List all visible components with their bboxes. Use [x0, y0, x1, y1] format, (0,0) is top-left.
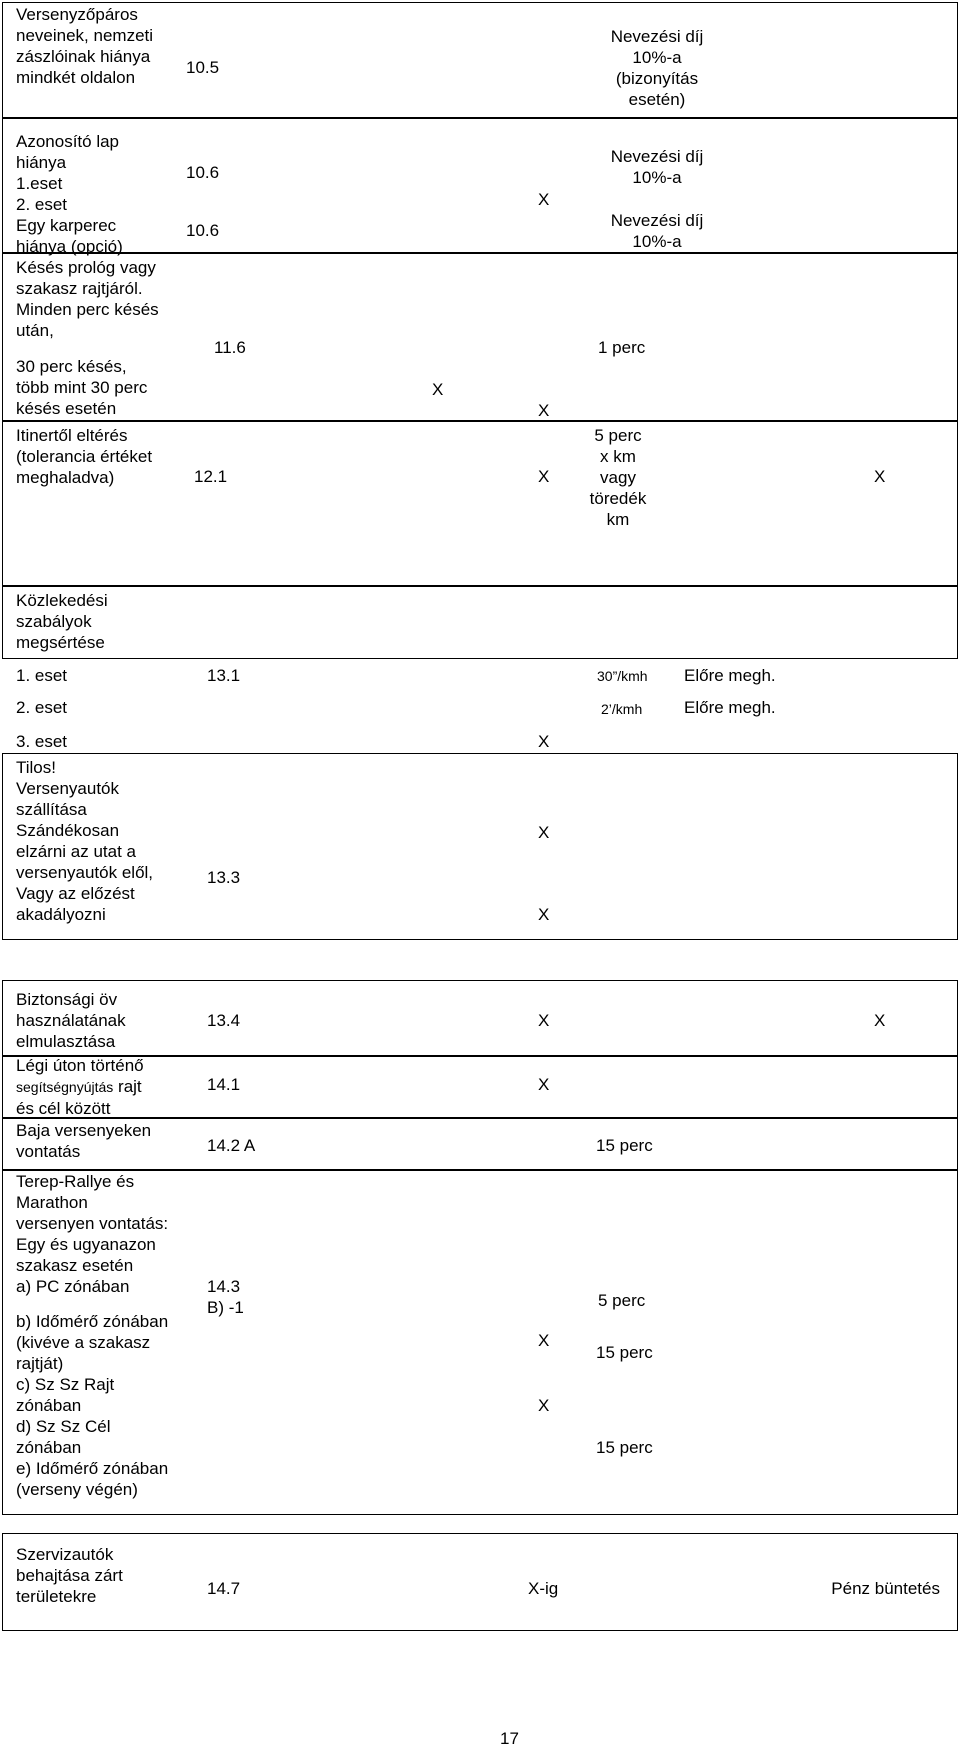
table-row — [2, 118, 958, 253]
table-row — [2, 980, 958, 1056]
table-row — [2, 1056, 958, 1118]
x-mark: X — [538, 467, 550, 486]
x-mark: X-ig — [528, 1579, 559, 1598]
row-label-small: segítségnyújtás — [16, 1079, 114, 1095]
x-mark: X — [538, 732, 550, 751]
x-mark: X — [874, 467, 886, 486]
x-mark: X — [538, 401, 550, 420]
case-label: 1. eset — [16, 666, 68, 685]
rule-code: 12.1 — [194, 467, 228, 486]
time-penalty: 15 perc — [596, 1438, 653, 1457]
fee-cell: Előre megh. — [684, 666, 776, 685]
row-label: Versenyzőpáros neveinek, nemzeti zászlóinak hiánya mindkét oldalon — [16, 5, 154, 87]
rule-code: 11.6 — [214, 338, 246, 357]
rule-code: 14.2 A — [207, 1136, 256, 1155]
row-label: Tilos! Versenyautók szállítása Szándékosan elzárni az utat a versenyautók elől, Vagy az előzést akadályozni — [16, 758, 154, 924]
row-label: 30 perc késés, több mint 30 perc késés esetén — [16, 357, 148, 418]
row-label: Közlekedési szabályok megsértése — [16, 591, 108, 652]
rule-code: 10.6 — [186, 221, 220, 240]
fee-cell: Pénz büntetés — [831, 1579, 940, 1598]
rule-code: 14.7 — [207, 1579, 241, 1598]
time-penalty: 2’/kmh — [601, 701, 643, 717]
fee-cell: Előre megh. — [684, 698, 776, 717]
time-penalty: 30”/kmh — [597, 668, 648, 684]
rule-code: 14.1 — [207, 1075, 241, 1094]
rule-code: 13.4 — [207, 1011, 241, 1030]
x-mark: X — [538, 190, 550, 209]
x-mark: X — [538, 1331, 550, 1350]
x-mark: X — [538, 823, 550, 842]
page-number: 17 — [500, 1729, 519, 1748]
row-label: Itinertől eltérés (tolerancia értéket meghaladva) — [16, 426, 153, 487]
x-mark: X — [538, 1075, 550, 1094]
x-mark: X — [432, 380, 444, 399]
rule-code: 10.5 — [186, 58, 220, 77]
time-penalty: 1 perc — [598, 338, 646, 357]
time-penalty: 5 perc — [598, 1291, 646, 1310]
row-label: Baja versenyeken vontatás — [16, 1121, 152, 1161]
row-label: Késés prológ vagy szakasz rajtjáról. Minden perc késés után, — [16, 258, 159, 340]
row-label: Szervizautók behajtása zárt területekre — [16, 1545, 123, 1606]
fee-cell: Nevezési díj 10%-a (bizonyítás esetén) — [610, 27, 704, 109]
x-mark: X — [538, 1011, 550, 1030]
row-label: Légi úton történő segítségnyújtás rajt és cél között — [16, 1056, 144, 1118]
fee-cell: Nevezési díj 10%-a — [610, 211, 704, 251]
rule-code: 13.3 — [207, 868, 241, 887]
rule-code: 14.3 B) -1 — [207, 1277, 244, 1317]
time-penalty: 15 perc — [596, 1343, 653, 1362]
rule-code: 10.6 — [186, 163, 220, 182]
table-row — [2, 586, 958, 659]
row-label: Biztonsági öv használatának elmulasztása — [16, 990, 126, 1051]
time-penalty: 5 perc x km vagy töredék km — [589, 426, 647, 529]
rule-code: 13.1 — [207, 666, 241, 685]
x-mark: X — [538, 1396, 550, 1415]
x-mark: X — [874, 1011, 886, 1030]
fee-cell: Nevezési díj 10%-a — [610, 147, 704, 187]
row-label: Terep-Rallye és Marathon versenyen vontatás: Egy és ugyanazon szakasz esetén a) PC zónában b) Időmérő zónában (kivéve a szakasz rajtját) c) Sz Sz Rajt zónában d) Sz Sz Cél zónában e) Időmérő zónában (verseny végén) — [16, 1172, 169, 1499]
row-label: Azonosító lap hiánya 1.eset 2. eset Egy karperec hiánya (opció) — [16, 132, 123, 256]
x-mark: X — [538, 905, 550, 924]
time-penalty: 15 perc — [596, 1136, 653, 1155]
case-label: 3. eset — [16, 732, 68, 751]
case-label: 2. eset — [16, 698, 68, 717]
